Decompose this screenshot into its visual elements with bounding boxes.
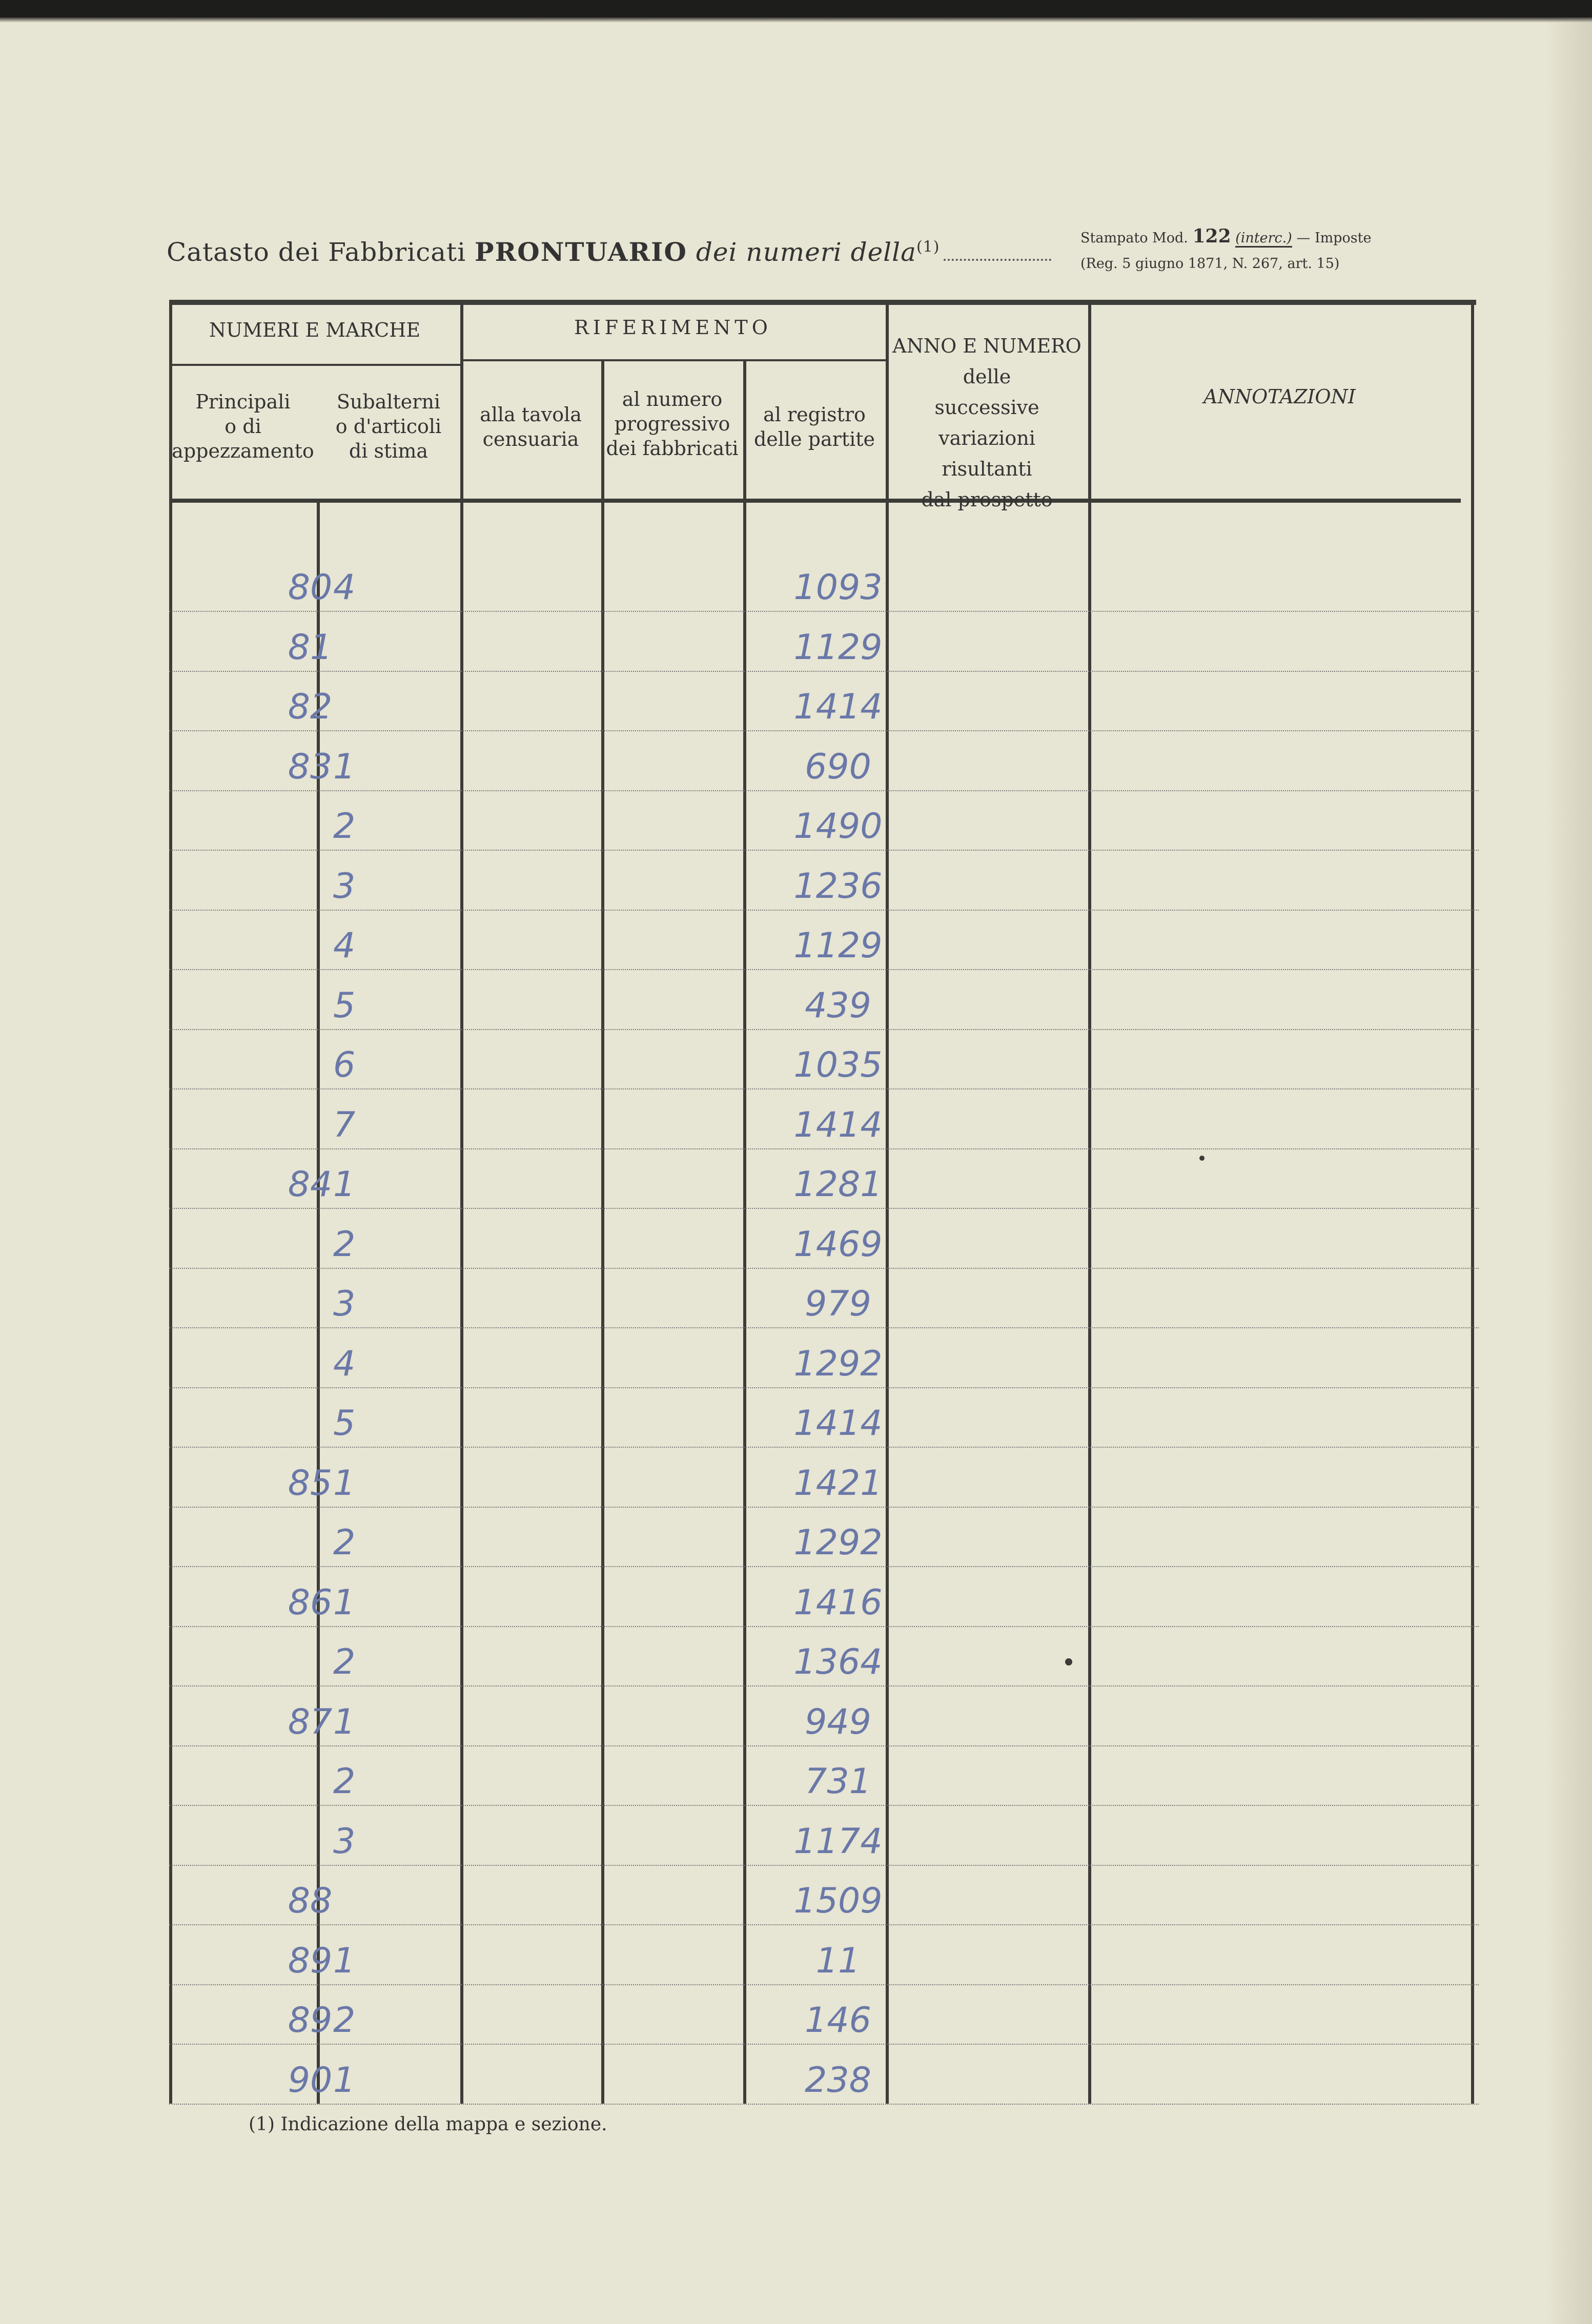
stamp-line-1 (1080, 223, 1371, 251)
register-table (169, 300, 1476, 2104)
title-prefix: Catasto dei Fabbricati (167, 237, 466, 267)
row-ruling (169, 611, 1479, 612)
cell-registro: 1421 (793, 1463, 883, 1504)
title-italic: dei numeri della (696, 237, 916, 267)
group-underline (460, 359, 886, 361)
cell-registro: 690 (805, 746, 871, 787)
table-row (169, 852, 1476, 912)
header-riferimento: RIFERIMENTO (574, 316, 772, 339)
header-subalterni: Subalterni o d'articoli di stima (335, 390, 442, 462)
stamp-suffix: — Imposte (1296, 230, 1372, 246)
row-ruling (169, 2104, 1479, 2105)
cell-principale: 89 (288, 1940, 333, 1981)
footnote: (1) Indicazione della mappa e sezione. (249, 2114, 607, 2135)
table-row (169, 1031, 1476, 1091)
table-row (169, 2046, 1476, 2106)
table-row (169, 1688, 1476, 1747)
row-ruling (169, 1984, 1479, 1985)
cell-subalterno: 2 (333, 1224, 356, 1265)
title-bold: PRONTUARIO (475, 237, 687, 267)
cell-subalterno: 2 (333, 2000, 356, 2041)
row-ruling (169, 1447, 1479, 1448)
table-row (169, 1509, 1476, 1568)
table-row (169, 1210, 1476, 1270)
cell-registro: 238 (805, 2060, 871, 2101)
table-top-rule (169, 300, 1476, 305)
cell-principale: 80 (288, 567, 333, 608)
cell-subalterno: 4 (333, 926, 356, 966)
row-ruling (169, 730, 1479, 731)
stamp-mod-number: 122 (1192, 225, 1231, 247)
table-row (169, 1867, 1476, 1926)
cell-principale: 85 (288, 1463, 333, 1504)
row-ruling (169, 1745, 1479, 1746)
cell-subalterno: 2 (333, 1761, 356, 1802)
cell-principale: 82 (288, 687, 333, 727)
header-variazioni: ANNO E NUMERO delle successive variazioni risultanti dal prospetto (892, 335, 1081, 511)
stamp-line-2: (Reg. 5 giugno 1871, N. 267, art. 15) (1080, 256, 1340, 272)
row-ruling (169, 1208, 1479, 1209)
table-row (169, 972, 1476, 1031)
cell-subalterno: 3 (333, 1821, 356, 1862)
cell-principale: 86 (288, 1582, 333, 1623)
page-header (0, 0, 1592, 307)
table-row (169, 1569, 1476, 1628)
cell-subalterno: 1 (333, 1582, 356, 1623)
row-ruling (169, 850, 1479, 851)
cell-registro: 439 (805, 985, 871, 1026)
cell-registro: 1509 (793, 1881, 883, 1921)
cell-subalterno: 1 (333, 1463, 356, 1504)
cell-principale: 90 (288, 2060, 333, 2101)
table-row (169, 792, 1476, 852)
cell-registro: 1129 (793, 926, 883, 966)
table-header-rule (169, 499, 1461, 503)
cell-subalterno: 6 (333, 1045, 356, 1085)
cell-subalterno: 5 (333, 985, 356, 1026)
cell-subalterno: 4 (333, 1343, 356, 1384)
stamp-prefix: Stampato Mod. (1080, 230, 1188, 246)
cell-subalterno: 3 (333, 1284, 356, 1324)
row-ruling (169, 2044, 1479, 2045)
scan-speck (1199, 1156, 1205, 1161)
cell-subalterno: 1 (333, 2060, 356, 2101)
row-ruling (169, 1805, 1479, 1806)
cell-subalterno: 2 (333, 1523, 356, 1563)
table-row (169, 1150, 1476, 1210)
row-ruling (169, 969, 1479, 970)
cell-registro: 1236 (793, 866, 883, 907)
cell-registro: 979 (805, 1284, 871, 1324)
stamp-info (1080, 223, 1371, 277)
table-row (169, 1449, 1476, 1509)
cell-registro: 1292 (793, 1523, 883, 1563)
title-blank-line (944, 259, 1051, 261)
page-title (167, 237, 1051, 267)
cell-subalterno: 7 (333, 1104, 356, 1145)
header-registro: al registro delle partite (753, 403, 875, 450)
table-row (169, 673, 1476, 732)
cell-registro: 731 (805, 1761, 871, 1802)
table-row (169, 1628, 1476, 1688)
cell-registro: 1093 (793, 567, 883, 608)
title-footnote-ref: (1) (916, 238, 940, 256)
cell-subalterno: 3 (333, 866, 356, 907)
table-row (169, 1091, 1476, 1150)
header-principali: Principali o di appezzamento (172, 390, 314, 462)
row-ruling (169, 790, 1479, 791)
cell-registro: 1364 (793, 1642, 883, 1682)
table-row (169, 733, 1476, 792)
cell-registro: 1414 (793, 687, 883, 727)
cell-subalterno: 1 (333, 1164, 356, 1205)
row-ruling (169, 1566, 1479, 1567)
row-ruling (169, 671, 1479, 672)
row-ruling (169, 1924, 1479, 1925)
table-row (169, 1986, 1476, 2046)
cell-registro: 1292 (793, 1343, 883, 1384)
header-progressivo: al numero progressivo dei fabbricati (606, 388, 739, 460)
stamp-interc: (interc.) (1235, 230, 1292, 246)
cell-registro: 1416 (793, 1582, 883, 1623)
table-row (169, 553, 1476, 613)
cell-subalterno: 2 (333, 1642, 356, 1682)
table-row (169, 912, 1476, 971)
row-ruling (169, 1029, 1479, 1030)
row-ruling (169, 1865, 1479, 1866)
cell-registro: 11 (815, 1940, 861, 1981)
table-row (169, 1330, 1476, 1389)
cell-subalterno: 5 (333, 1403, 356, 1444)
row-ruling (169, 1268, 1479, 1269)
group-underline (169, 364, 460, 366)
row-ruling (169, 1507, 1479, 1508)
header-annotazioni: ANNOTAZIONI (1203, 385, 1356, 408)
cell-principale: 88 (288, 1881, 333, 1921)
cell-registro: 146 (805, 2000, 871, 2041)
cell-subalterno: 2 (333, 806, 356, 847)
cell-subalterno: 1 (333, 1701, 356, 1742)
table-row (169, 1389, 1476, 1449)
cell-registro: 1490 (793, 806, 883, 847)
header-tavola: alla tavola censuaria (480, 403, 582, 450)
header-numeri-e-marche: NUMERI E MARCHE (209, 319, 421, 341)
cell-registro: 949 (805, 1701, 871, 1742)
table-row (169, 1270, 1476, 1329)
row-ruling (169, 1088, 1479, 1089)
cell-subalterno: 1 (333, 1940, 356, 1981)
cell-registro: 1281 (793, 1164, 883, 1205)
row-ruling (169, 910, 1479, 911)
cell-registro: 1174 (793, 1821, 883, 1862)
row-ruling (169, 1685, 1479, 1687)
row-ruling (169, 1148, 1479, 1149)
cell-principale: 83 (288, 746, 333, 787)
table-row (169, 1747, 1476, 1807)
table-row (169, 613, 1476, 673)
cell-principale: 84 (288, 1164, 333, 1205)
cell-registro: 1414 (793, 1104, 883, 1145)
table-row (169, 1927, 1476, 1986)
row-ruling (169, 1387, 1479, 1388)
cell-principale: 89 (288, 2000, 333, 2041)
cell-registro: 1035 (793, 1045, 883, 1085)
table-row (169, 1807, 1476, 1867)
cell-principale: 87 (288, 1701, 333, 1742)
scan-speck (1065, 1658, 1072, 1665)
cell-subalterno: 1 (333, 746, 356, 787)
cell-registro: 1414 (793, 1403, 883, 1444)
cell-principale: 81 (288, 627, 333, 668)
cell-subalterno: 4 (333, 567, 356, 608)
row-ruling (169, 1626, 1479, 1627)
scan-page-shade (1546, 17, 1592, 2324)
cell-registro: 1469 (793, 1224, 883, 1265)
cell-registro: 1129 (793, 627, 883, 668)
row-ruling (169, 1327, 1479, 1328)
